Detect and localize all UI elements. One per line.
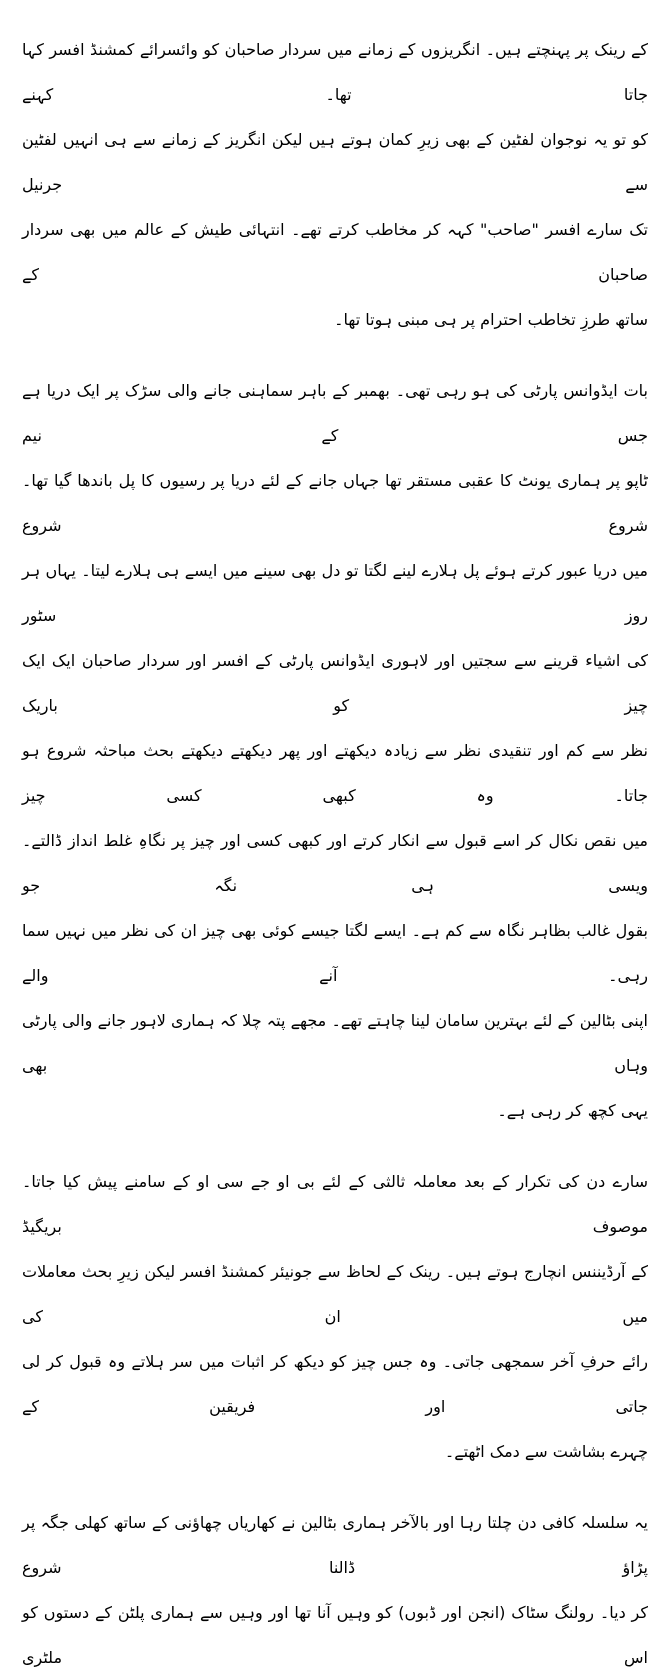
text-line: کو تو یہ نوجوان لفٹین کے بھی زیرِ کمان ہوتے ہیں لیکن انگریز کے زمانے سے ہی انہیں لفٹین سے جرنیل [22, 130, 648, 194]
paragraph [22, 1500, 648, 1680]
paragraph [22, 27, 648, 342]
text-line: ساتھ طرزِ تخاطب احترام پر ہی مبنی ہوتا تھا۔ [334, 310, 648, 329]
text-line: تک سارے افسر "صاحب" کہہ کر مخاطب کرتے تھے۔ انتہائی طیش کے عالم میں بھی سردار صاحبان کے [22, 220, 648, 284]
text-line: میں دریا عبور کرتے ہوئے پل ہلارے لینے لگتا تو دل بھی سینے میں ایسے ہی ہلارے لیتا۔ یہاں ہر روز سٹور [22, 561, 648, 625]
paragraph [22, 1159, 648, 1474]
text-line: کر دیا۔ رولنگ سٹاک (انجن اور ڈبوں) کو وہیں آنا تھا اور وہیں سے ہماری پلٹن کے دستوں کو اس ملٹری [22, 1603, 648, 1667]
text-line: نظر سے کم اور تنقیدی نظر سے زیادہ دیکھتے اور پھر دیکھتے دیکھتے بحث مباحثہ شروع ہو جاتا۔ وہ کبھی کسی چیز [22, 741, 648, 805]
text-line: بقول غالب بظاہر نگاہ سے کم ہے۔ ایسے لگتا جیسے کوئی بھی چیز ان کی نظر میں نہیں سما رہی۔ آنے والے [22, 921, 648, 985]
text-line: میں نقص نکال کر اسے قبول سے انکار کرتے اور کبھی کسی اور چیز پر نگاہِ غلط انداز ڈالتے۔ ویسی ہی نگہ جو [22, 831, 648, 895]
text-line: کی اشیاء قرینے سے سجتیں اور لاہوری ایڈوانس پارٹی کے افسر اور سردار صاحبان ایک ایک چیز کو باریک [22, 651, 648, 715]
text-line: کے رینک پر پہنچتے ہیں۔ انگریزوں کے زمانے میں سردار صاحبان کو وائسرائے کمشنڈ افسر کہا جاتا تھا۔ کہنے [22, 40, 648, 104]
text-line: اپنی بٹالین کے لئے بہترین سامان لینا چاہتے تھے۔ مجھے پتہ چلا کہ ہماری لاہور جانے والی پارٹی وہاں بھی [22, 1011, 648, 1075]
text-line: بات ایڈوانس پارٹی کی ہو رہی تھی۔ بھمبر کے باہر سماہنی جانے والی سڑک پر ایک دریا ہے جس کے نیم [22, 381, 648, 445]
paragraph [22, 368, 648, 1133]
text-line: ٹاپو پر ہماری یونٹ کا عقبی مستقر تھا جہاں جانے کے لئے دریا پر رسیوں کا پل باندھا گیا تھا۔ شروع شروع [22, 471, 648, 535]
text-line: سارے دن کی تکرار کے بعد معاملہ ثالثی کے لئے بی او جے سی او کے سامنے پیش کیا جاتا۔ موصوف بریگیڈ [22, 1172, 648, 1236]
text-line: یہ سلسلہ کافی دن چلتا رہا اور بالآخر ہماری بٹالین نے کھاریاں چھاؤنی کے ساتھ کھلی جگہ پر پڑاؤ ڈالنا شروع [22, 1513, 648, 1577]
text-line: رائے حرفِ آخر سمجھی جاتی۔ وہ جس چیز کو دیکھ کر اثبات میں سر ہلاتے وہ قبول کر لی جاتی اور فریقین کے [22, 1352, 648, 1416]
text-line: یہی کچھ کر رہی ہے۔ [497, 1101, 648, 1120]
text-line: چہرے بشاشت سے دمک اٹھتے۔ [444, 1442, 648, 1461]
text-line: کے آرڈیننس انچارج ہوتے ہیں۔ رینک کے لحاظ سے جونیئر کمشنڈ افسر لیکن زیرِ بحث معاملات میں ان کی [22, 1262, 648, 1326]
